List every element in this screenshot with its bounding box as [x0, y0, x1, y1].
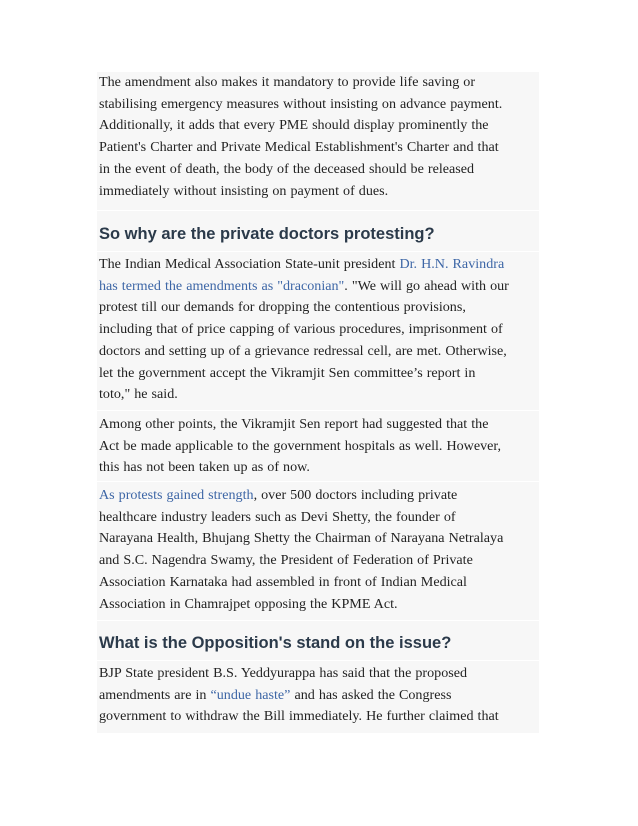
paragraph-divider — [97, 660, 539, 661]
paragraph-protests-strength — [99, 485, 539, 615]
paragraph-text: . "We will go ahead with our protest till our demands for dropping the contentious provisions, including that of price capping of various procedures, imprisonment of doctors and setting up of a grievance redressal cell, are met. Otherwise, let the government accept the Vikramjit Sen committee’s report in toto," he said. — [99, 277, 509, 403]
paragraph-divider — [97, 210, 539, 211]
article-body — [97, 72, 539, 733]
section-heading-opposition-stand: What is the Opposition's stand on the issue? — [99, 634, 452, 652]
link-undue-haste[interactable]: “undue haste” — [210, 686, 291, 703]
paragraph-divider — [97, 481, 539, 482]
paragraph-text: and has asked the Congress government to withdraw the Bill immediately. He further claimed that — [99, 686, 499, 725]
link-protests-gained-strength[interactable]: As protests gained strength — [99, 487, 254, 503]
paragraph-text: BJP State president B.S. Yeddyurappa has said that the proposed amendments are in — [99, 665, 468, 703]
paragraph-divider — [97, 410, 539, 411]
section-heading-doctors-protesting: So why are the private doctors protesting? — [99, 225, 435, 243]
paragraph-ima-statement — [99, 254, 539, 406]
paragraph-text: The Indian Medical Association State-unit president — [99, 256, 400, 272]
link-ravindra-draconian[interactable]: Dr. H.N. Ravindra has termed the amendments as "draconian" — [99, 256, 505, 294]
paragraph-text: , over 500 doctors including private healthcare industry leaders such as Devi Shetty, the founder of Narayana Health, Bhujang Shetty the Chairman of Narayana Netralaya and S.C. Nagendra Swamy, the President of Federation of Private Association Karnataka had assembled in front of Indian Medical Association in Chamrajpet opposing the KPME Act. — [99, 487, 504, 612]
paragraph-amendment-mandatory: The amendment also makes it mandatory to provide life saving or stabilising emergency measures without insisting on advance payment. Additionally, it adds that every PME should display prominently the Patient's Charter and Private Medical Establishment's Charter and that in the event of death, the body of the deceased should be released immediately without insisting on payment of dues. — [99, 74, 503, 199]
paragraph-sen-report: Among other points, the Vikramjit Sen report had suggested that the Act be made applicable to the government hospitals as well. However, this has not been taken up as of now. — [99, 416, 502, 476]
paragraph-bjp-statement — [99, 663, 539, 728]
paragraph-divider — [97, 620, 539, 621]
paragraph-divider — [97, 251, 539, 252]
